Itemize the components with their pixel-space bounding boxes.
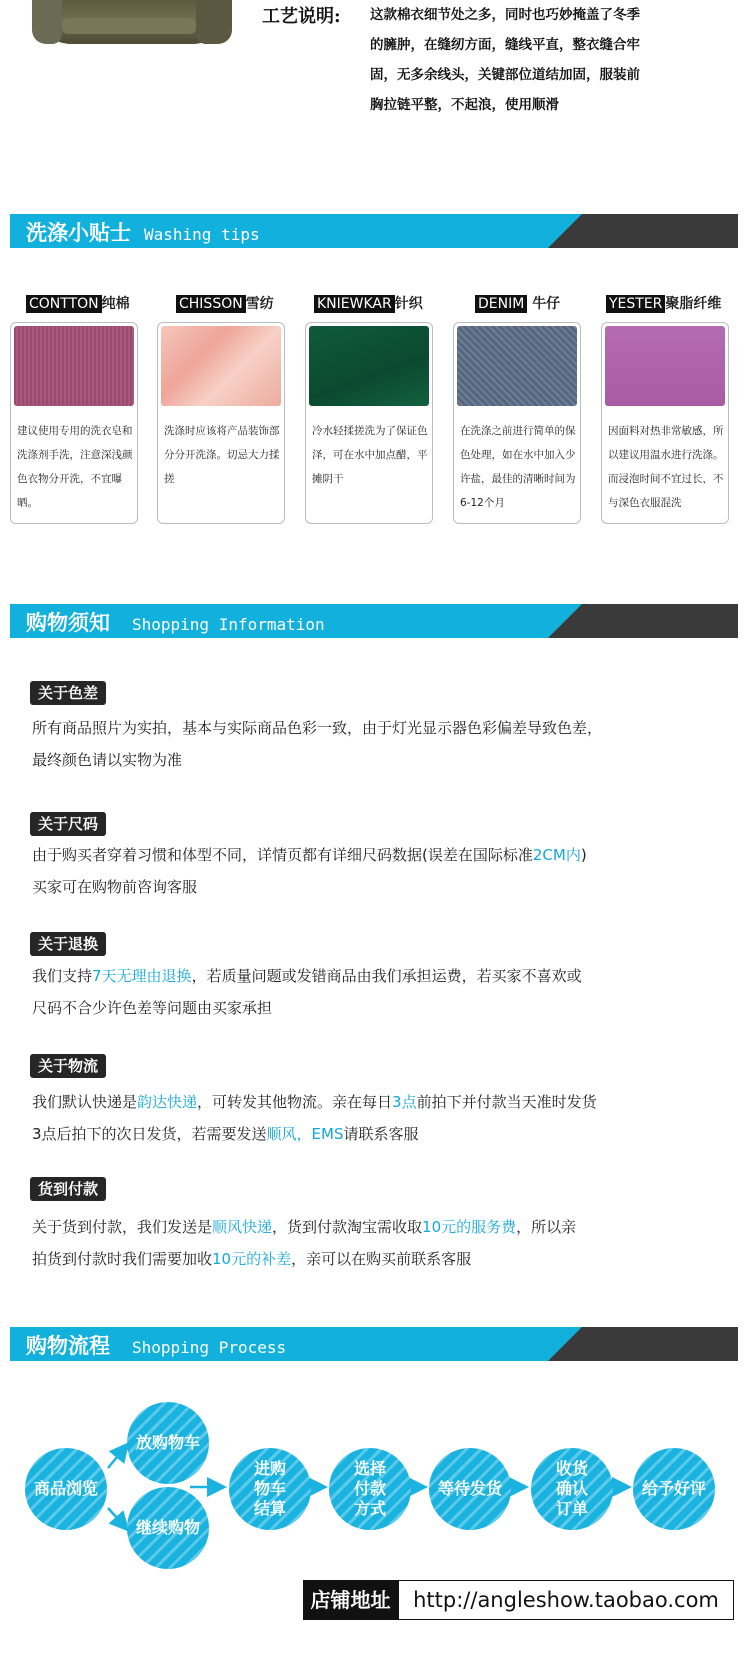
- craft-line: 固，无多余线头，关键部位道结加固，服装前: [370, 67, 640, 83]
- info-line: 我们默认快递是韵达快递，可转发其他物流。亲在每日3点前拍下并付款当天准时发货: [32, 1093, 597, 1111]
- info-tag-color: 关于色差: [30, 681, 106, 705]
- washing-title-en: Washing tips: [144, 225, 260, 244]
- washing-title-zh: 洗涤小贴士: [26, 221, 131, 245]
- step-continue-shopping: 继续购物: [127, 1487, 209, 1569]
- store-url-link[interactable]: http://angleshow.taobao.com: [398, 1580, 734, 1620]
- info-line: 我们支持7天无理由退换，若质量问题或发错商品由我们承担运费，若买家不喜欢或: [32, 967, 582, 985]
- step-wait-shipping: 等待发货: [429, 1448, 511, 1530]
- process-title-zh: 购物流程: [26, 1334, 110, 1358]
- step-checkout: 进购 物车 结算: [229, 1448, 311, 1530]
- process-title-en: Shopping Process: [132, 1338, 287, 1357]
- info-tag-cod: 货到付款: [30, 1177, 106, 1201]
- store-address-label: 店铺地址: [303, 1580, 398, 1620]
- craft-title: 工艺说明:: [262, 6, 341, 27]
- info-line: 所有商品照片为实拍，基本与实际商品色彩一致，由于灯光显示器色彩偏差导致色差，: [32, 719, 603, 737]
- fabric-label: KNIEWKAR 针织: [314, 293, 423, 313]
- shopping-info-title-en: Shopping Information: [132, 615, 325, 634]
- craft-line: 这款棉衣细节处之多，同时也巧妙掩盖了冬季: [370, 7, 640, 23]
- fabric-care-text: 洗涤时应该将产品装饰部分分开洗涤。切忌大力揉搓: [164, 425, 280, 485]
- step-browse: 商品浏览: [25, 1448, 107, 1530]
- info-line: 尺码不合少许色差等问题由买家承担: [32, 999, 273, 1017]
- fabric-care-text: 冷水轻揉搓洗为了保证色泽，可在水中加点醋，平摊阴干: [312, 425, 428, 485]
- shopping-info-title-zh: 购物须知: [26, 611, 110, 635]
- craft-line: 的臃肿，在缝纫方面，缝线平直，整衣缝合牢: [370, 37, 640, 53]
- info-line: 最终颜色请以实物为准: [32, 751, 183, 769]
- info-tag-returns: 关于退换: [30, 932, 106, 956]
- step-payment: 选择 付款 方式: [329, 1448, 411, 1530]
- info-line: 由于购买者穿着习惯和体型不同，详情页都有详细尺码数据(误差在国际标准2CM内): [32, 846, 587, 864]
- fabric-care-text: 因面料对热非常敏感，所以建议用温水进行洗涤。而浸泡时间不宜过长，不与深色衣服混洗: [608, 425, 724, 509]
- fabric-label: DENIM 牛仔: [475, 293, 560, 313]
- info-line: 3点后拍下的次日发货，若需要发送顺风，EMS请联系客服: [32, 1125, 419, 1143]
- info-tag-size: 关于尺码: [30, 812, 106, 836]
- info-line: 买家可在购物前咨询客服: [32, 878, 198, 896]
- info-line: 关于货到付款，我们发送是顺风快递，货到付款淘宝需收取10元的服务费，所以亲: [32, 1218, 577, 1236]
- arrow: [108, 1508, 126, 1528]
- info-line: 拍货到付款时我们需要加收10元的补差，亲可以在购买前联系客服: [32, 1250, 472, 1268]
- step-review: 给予好评: [633, 1448, 715, 1530]
- craft-line: 胸拉链平整，不起浪，使用顺滑: [370, 97, 559, 113]
- step-add-cart: 放购物车: [127, 1402, 209, 1484]
- fabric-care-text: 在洗涤之前进行简单的保色处理，如在水中加入少许盐，最佳的清晰时间为6-12个月: [460, 425, 576, 509]
- fabric-label: CHISSON 雪纺: [176, 293, 274, 313]
- fabric-label: YESTER 聚脂纤维: [606, 293, 721, 313]
- step-confirm-order: 收货 确认 订单: [531, 1448, 613, 1530]
- fabric-care-text: 建议使用专用的洗衣皂和洗涤剂手洗，注意深浅颜色衣物分开洗，不宜曝晒。: [17, 425, 133, 509]
- fabric-label: CONTTON 纯棉: [26, 293, 130, 313]
- info-tag-logistics: 关于物流: [30, 1054, 106, 1078]
- arrow: [108, 1446, 126, 1468]
